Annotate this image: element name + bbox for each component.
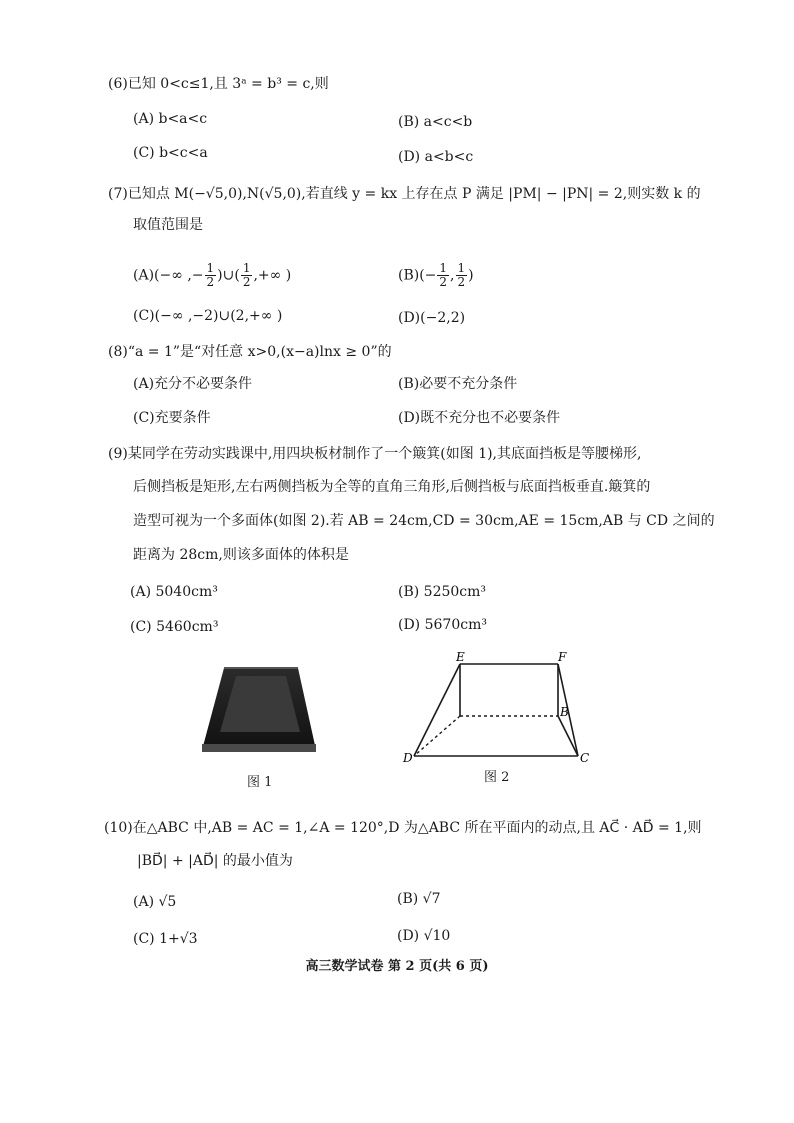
figure2-polyhedron-diagram [400,650,600,768]
label-f: F [558,650,567,664]
fraction-denominator: 2 [206,275,215,289]
q7-option-b-mid: , [450,267,455,284]
q6-option-a: (A) b<a<c [133,111,208,127]
q9-stem-line1: (9)某同学在劳动实践课中,用四块板材制作了一个簸箕(如图 1),其底面挡板是等腰梯形, [108,446,642,462]
q7-option-b-suffix: ) [468,267,474,284]
q9-stem-line4: 距离为 28cm,则该多面体的体积是 [133,547,349,563]
fraction-denominator: 2 [242,275,251,289]
label-b: B [560,705,569,719]
figure2-caption: 图 2 [484,770,510,785]
edge-ad-hidden [414,716,460,756]
q6-option-d: (D) a<b<c [398,149,474,165]
fraction-half [241,262,253,289]
fraction-numerator: 1 [439,261,448,275]
q10-stem-line1: (10)在△ABC 中,AB = AC = 1,∠A = 120°,D 为△ABC 所在平面内的动点,且 AC⃗ · AD⃗ = 1,则 [104,820,702,836]
q7-stem-line2: 取值范围是 [133,217,203,233]
q10-stem-line2: |BD⃗| + |AD⃗| 的最小值为 [137,853,293,869]
q9-option-a: (A) 5040cm³ [130,584,218,600]
q10-option-c: (C) 1+√3 [133,931,198,947]
q8-stem: (8)“a = 1”是“对任意 x>0,(x−a)lnx ≥ 0”的 [108,344,392,360]
q7-option-d: (D)(−2,2) [398,310,466,326]
q9-stem-line2: 后侧挡板是矩形,左右两侧挡板为全等的直角三角形,后侧挡板与底面挡板垂直.簸箕的 [133,479,651,495]
q7-stem-line1: (7)已知点 M(−√5,0),N(√5,0),若直线 y = kx 上存在点 P 满足 |PM| − |PN| = 2,则实数 k 的 [108,186,701,202]
fraction-numerator: 1 [457,261,466,275]
label-c: C [580,751,590,765]
fraction-numerator: 1 [242,261,251,275]
q8-option-a: (A)充分不必要条件 [133,376,253,392]
q7-option-b [398,262,474,289]
q6-option-b: (B) a<c<b [398,114,473,130]
q8-option-d: (D)既不充分也不必要条件 [398,410,561,426]
figure1-dustpan-photo [190,662,330,757]
page-footer: 高三数学试卷 第 2 页(共 6 页) [305,959,489,974]
q6-stem: (6)已知 0<c≤1,且 3ᵃ = b³ = c,则 [108,76,329,92]
fraction-denominator: 2 [439,275,448,289]
q9-stem-line3: 造型可视为一个多面体(如图 2).若 AB = 24cm,CD = 30cm,AE = 15cm,AB 与 CD 之间的 [133,513,715,529]
fraction-half [205,262,217,289]
q7-option-c: (C)(−∞ ,−2)∪(2,+∞ ) [133,308,283,324]
edge-bc [558,716,578,756]
q10-option-a: (A) √5 [133,894,177,910]
q9-option-c: (C) 5460cm³ [130,619,219,635]
q7-option-a-mid: )∪( [217,267,240,284]
label-e: E [456,650,465,664]
fraction-denominator: 2 [457,275,466,289]
q8-option-b: (B)必要不充分条件 [398,376,518,392]
q7-option-a [133,262,291,289]
label-d: D [403,751,413,765]
q7-option-a-prefix: (A)(−∞ ,− [133,267,204,284]
q10-option-b: (B) √7 [397,891,441,907]
q6-option-c: (C) b<c<a [133,145,208,161]
fraction-half [456,262,468,289]
q9-option-d: (D) 5670cm³ [398,617,487,633]
edge-ed [414,664,460,756]
q9-option-b: (B) 5250cm³ [398,584,487,600]
q10-option-d: (D) √10 [397,928,451,944]
figure1-caption: 图 1 [247,775,273,790]
q7-option-b-prefix: (B)(− [398,267,437,284]
q7-option-a-suffix: ,+∞ ) [253,267,292,284]
q8-option-c: (C)充要条件 [133,410,211,426]
fraction-numerator: 1 [206,261,215,275]
fraction-half [437,262,449,289]
